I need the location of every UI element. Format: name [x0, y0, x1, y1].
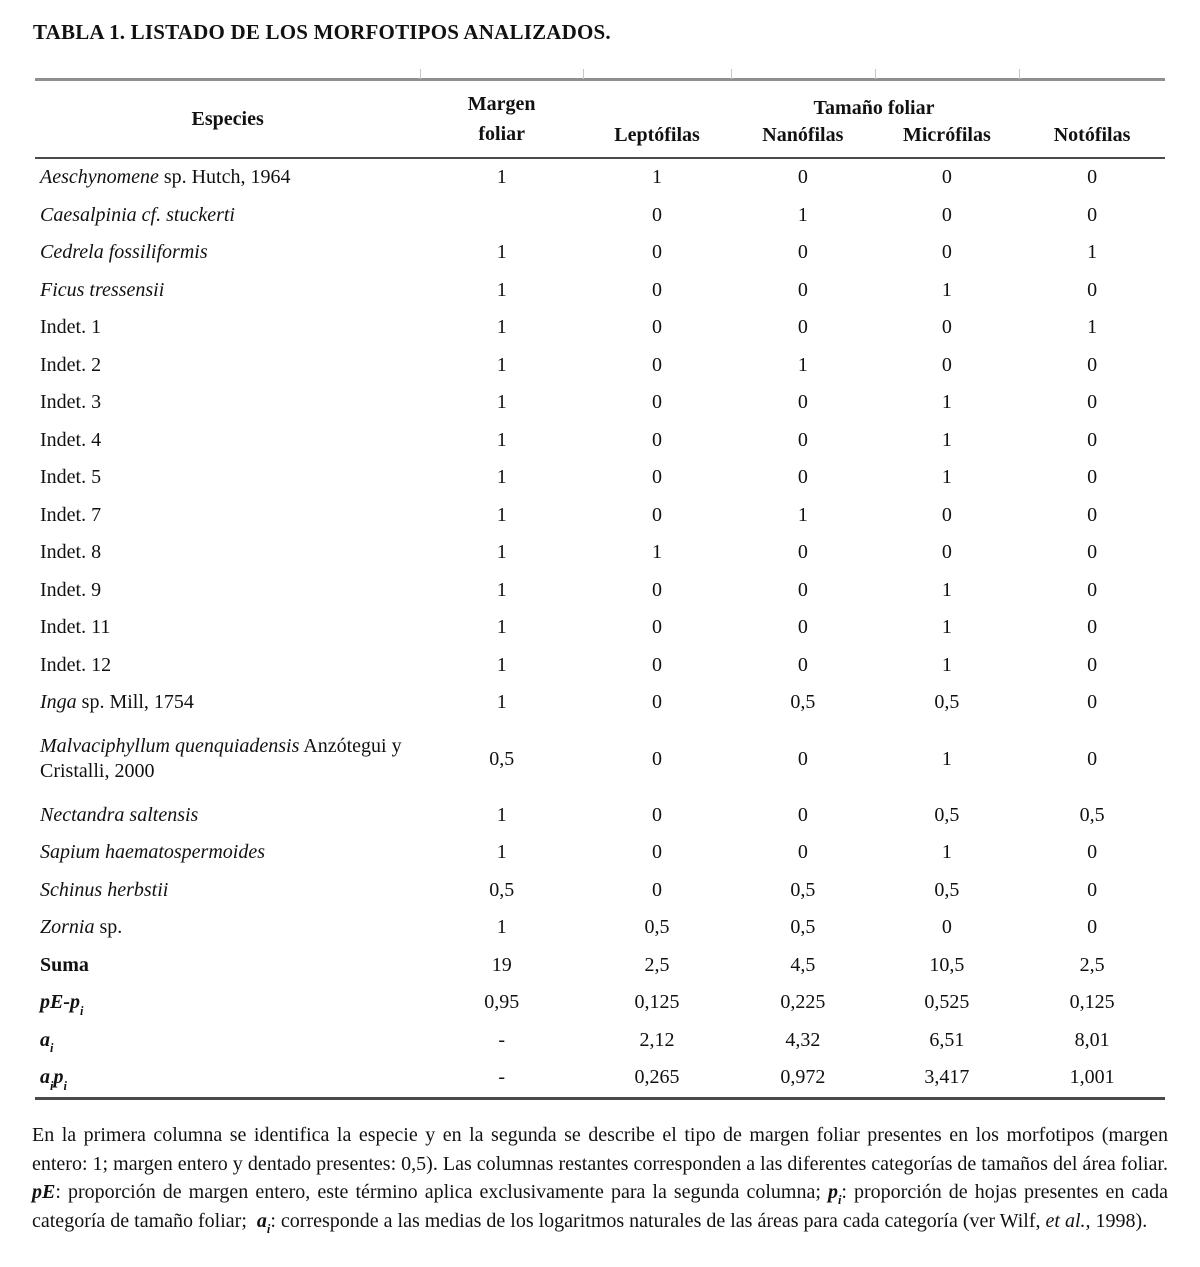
species-cell — [35, 537, 420, 568]
value-cell: 0,5 — [790, 691, 816, 714]
text-segment: a — [256, 1209, 267, 1232]
value-cell: 0,5 — [644, 916, 670, 939]
value-cell: 0,125 — [634, 991, 680, 1014]
species-cell — [35, 1062, 420, 1093]
value-cell: 1 — [652, 541, 663, 564]
species-cell — [35, 162, 420, 193]
value-cell: 0 — [941, 203, 952, 226]
text-segment: Indet. 2 — [40, 353, 102, 376]
margen-foliar-line1: Margen — [467, 93, 536, 115]
value-cell: 0 — [652, 841, 663, 864]
table-row — [35, 459, 1165, 497]
value-cell: 0 — [652, 278, 663, 301]
text-segment: Cedrela fossiliformis — [40, 241, 208, 264]
text-segment: pE — [32, 1181, 56, 1203]
value-cell: 0 — [797, 391, 808, 414]
text-segment: sp. — [94, 916, 123, 939]
value-cell: 0 — [941, 316, 952, 339]
column-header-nanofilas: Nanófilas — [762, 124, 844, 146]
value-cell: 0 — [652, 316, 663, 339]
value-cell: 0,5 — [489, 878, 515, 901]
text-segment: Suma — [40, 953, 89, 976]
text-segment: : corresponde a las medias de los logaritmos naturales de las áreas para cada categoría (ver Wilf, — [270, 1209, 1046, 1232]
species-cell — [35, 200, 420, 231]
table-row — [35, 1059, 1165, 1097]
text-segment: Indet. 3 — [40, 391, 102, 414]
species-cell — [35, 425, 420, 456]
value-cell: 0 — [652, 428, 663, 451]
table-footnote — [32, 1121, 1168, 1235]
value-cell: 1 — [941, 578, 952, 601]
value-cell: 2,12 — [639, 1028, 675, 1051]
table-row — [35, 834, 1165, 872]
value-cell: 1 — [797, 503, 808, 526]
species-cell — [35, 575, 420, 606]
species-cell — [35, 500, 420, 531]
text-segment: Indet. 1 — [40, 316, 102, 339]
table-row — [35, 609, 1165, 647]
value-cell: 0 — [797, 541, 808, 564]
species-cell — [35, 462, 420, 493]
value-cell: 0 — [797, 747, 808, 770]
text-segment: Indet. 5 — [40, 466, 102, 489]
value-cell: 1 — [797, 353, 808, 376]
column-boundary-tick — [420, 69, 421, 79]
species-cell — [35, 987, 420, 1018]
value-cell: 1 — [496, 841, 507, 864]
table-row — [35, 497, 1165, 535]
text-segment: et al., — [1045, 1209, 1091, 1232]
table-row — [35, 984, 1165, 1022]
value-cell: 1 — [941, 278, 952, 301]
value-cell: 0 — [652, 578, 663, 601]
value-cell: 0,5 — [934, 691, 960, 714]
value-cell: 0 — [797, 803, 808, 826]
table-row — [35, 684, 1165, 722]
value-cell: 1 — [941, 747, 952, 770]
value-cell: 0 — [652, 241, 663, 264]
value-cell: 0 — [797, 428, 808, 451]
value-cell: 0 — [797, 316, 808, 339]
value-cell: 4,32 — [785, 1028, 821, 1051]
value-cell: 0 — [1087, 541, 1098, 564]
value-cell: 0 — [652, 203, 663, 226]
value-cell: 0 — [1087, 691, 1098, 714]
value-cell: 0,5 — [790, 878, 816, 901]
table-row — [35, 234, 1165, 272]
text-segment: 1998). — [1090, 1209, 1148, 1232]
value-cell: 0 — [652, 878, 663, 901]
value-cell: 0 — [1087, 353, 1098, 376]
value-cell: 0 — [797, 841, 808, 864]
value-cell: 0 — [797, 166, 808, 189]
value-cell: 0,265 — [634, 1066, 680, 1089]
table-row — [35, 947, 1165, 985]
value-cell: 1 — [496, 428, 507, 451]
text-segment: Indet. 11 — [40, 616, 111, 639]
species-cell — [35, 1025, 420, 1056]
table-row — [35, 384, 1165, 422]
text-segment: Zornia — [40, 916, 95, 939]
value-cell: 0 — [797, 578, 808, 601]
value-cell: 6,51 — [929, 1028, 965, 1051]
value-cell: 1 — [496, 653, 507, 676]
value-cell: 0 — [1087, 503, 1098, 526]
margen-foliar-line2: foliar — [478, 123, 526, 145]
value-cell: 0,525 — [924, 991, 970, 1014]
text-segment: Ficus tressensii — [40, 278, 165, 301]
value-cell: 0 — [1087, 841, 1098, 864]
value-cell: 0 — [1087, 578, 1098, 601]
value-cell: 0,5 — [1079, 803, 1105, 826]
text-segment: Indet. 12 — [40, 653, 112, 676]
value-cell: 0 — [1087, 428, 1098, 451]
text-segment: a — [40, 1066, 50, 1089]
species-cell — [35, 800, 420, 831]
text-segment: Malvaciphyllum quenquiadensis — [40, 735, 300, 757]
value-cell: 1 — [941, 616, 952, 639]
value-cell: 0,95 — [484, 991, 520, 1014]
column-boundary-tick — [875, 69, 876, 79]
value-cell: 1 — [496, 616, 507, 639]
table-header — [35, 78, 1165, 159]
value-cell: 0,5 — [489, 747, 515, 770]
column-header-especies: Especies — [191, 107, 264, 130]
species-cell — [35, 275, 420, 306]
text-segment: : proporción de hojas presentes en cada categoría de tamaño foliar; — [32, 1181, 1169, 1232]
value-cell: 19 — [491, 953, 512, 976]
value-cell: 1 — [496, 916, 507, 939]
value-cell: 2,5 — [644, 953, 670, 976]
text-segment: p — [827, 1181, 838, 1203]
value-cell: 0,5 — [934, 803, 960, 826]
species-cell — [35, 237, 420, 268]
subscript: i — [837, 1193, 842, 1208]
value-cell: 2,5 — [1079, 953, 1105, 976]
subscript: i — [50, 1078, 54, 1093]
value-cell: 1 — [496, 241, 507, 264]
text-segment: Inga — [40, 691, 77, 714]
table-row — [35, 159, 1165, 197]
table-row — [35, 722, 1165, 797]
value-cell: 0 — [941, 503, 952, 526]
species-cell — [35, 731, 420, 787]
value-cell: 0 — [1087, 747, 1098, 770]
value-cell: 0 — [941, 353, 952, 376]
column-header-microfilas: Micrófilas — [903, 124, 991, 146]
value-cell: 0 — [797, 616, 808, 639]
value-cell: 0 — [1087, 878, 1098, 901]
value-cell: 0 — [941, 166, 952, 189]
table-row — [35, 422, 1165, 460]
value-cell: 1,001 — [1069, 1066, 1115, 1089]
text-segment: Schinus herbstii — [40, 878, 169, 901]
subscript: i — [50, 1041, 54, 1056]
text-segment: Cristalli, 2000 — [40, 760, 155, 782]
value-cell: 1 — [941, 653, 952, 676]
value-cell: 0 — [797, 466, 808, 489]
value-cell: 1 — [496, 691, 507, 714]
table-row — [35, 647, 1165, 685]
species-cell — [35, 950, 420, 981]
value-cell: - — [498, 1028, 506, 1051]
text-segment: sp. Hutch, 1964 — [158, 166, 291, 189]
value-cell: 0 — [652, 691, 663, 714]
species-cell — [35, 312, 420, 343]
column-boundary-tick — [583, 69, 584, 79]
value-cell: 1 — [496, 353, 507, 376]
text-segment: : proporción de margen entero, este término aplica exclusivamente para la segunda columna; — [55, 1181, 828, 1203]
value-cell: 1 — [496, 166, 507, 189]
value-cell: 1 — [496, 316, 507, 339]
value-cell: 0 — [652, 503, 663, 526]
text-segment: a — [40, 1028, 50, 1051]
value-cell: 0 — [1087, 203, 1098, 226]
species-cell — [35, 837, 420, 868]
value-cell: 0 — [1087, 278, 1098, 301]
value-cell: 1 — [496, 466, 507, 489]
subscript: i — [63, 1078, 67, 1093]
text-segment: En la primera columna se identifica la especie y en la segunda se describe el tipo de margen foliar presentes en los morfotipos (margen entero: 1; margen entero y dentado presentes: 0,5). Las columnas restantes corresponden a las diferentes categorías de tamaños del área foliar. — [32, 1124, 1168, 1175]
value-cell: 0 — [652, 803, 663, 826]
species-cell — [35, 912, 420, 943]
table-row — [35, 272, 1165, 310]
text-segment: Caesalpinia cf. stuckerti — [40, 203, 235, 226]
table-row — [35, 797, 1165, 835]
text-segment: Nectandra saltensis — [40, 803, 199, 826]
table-row — [35, 872, 1165, 910]
text-segment: p — [53, 1066, 64, 1089]
value-cell: 0 — [652, 747, 663, 770]
text-segment: Indet. 8 — [40, 541, 102, 564]
table-body — [35, 159, 1165, 1100]
value-cell: 0 — [652, 353, 663, 376]
value-cell: 0,972 — [780, 1066, 826, 1089]
text-segment: sp. Mill, 1754 — [76, 691, 194, 714]
table-row — [35, 909, 1165, 947]
value-cell: 0 — [941, 916, 952, 939]
species-cell — [35, 875, 420, 906]
value-cell: 0 — [1087, 391, 1098, 414]
value-cell: 0 — [797, 241, 808, 264]
text-segment: Aeschynomene — [40, 166, 159, 189]
value-cell: 0 — [941, 241, 952, 264]
table-row — [35, 347, 1165, 385]
value-cell: 0 — [652, 616, 663, 639]
value-cell: 3,417 — [924, 1066, 970, 1089]
value-cell: 0,125 — [1069, 991, 1115, 1014]
column-header-leptofilas: Leptófilas — [614, 124, 700, 146]
value-cell: 1 — [496, 391, 507, 414]
text-segment: Indet. 4 — [40, 428, 102, 451]
value-cell: 0,225 — [780, 991, 826, 1014]
value-cell: 0 — [652, 653, 663, 676]
value-cell: 1 — [941, 841, 952, 864]
value-cell: 0 — [1087, 616, 1098, 639]
table-row — [35, 309, 1165, 347]
value-cell: 1 — [1087, 316, 1098, 339]
morphotypes-table — [35, 78, 1165, 1100]
column-boundary-tick — [731, 69, 732, 79]
column-header-margen-foliar — [420, 81, 583, 157]
species-cell — [35, 387, 420, 418]
table-row — [35, 534, 1165, 572]
value-cell: 0 — [1087, 466, 1098, 489]
value-cell: 10,5 — [929, 953, 965, 976]
value-cell: 1 — [941, 428, 952, 451]
text-segment: Indet. 7 — [40, 503, 102, 526]
value-cell: 1 — [941, 466, 952, 489]
value-cell: 0 — [1087, 653, 1098, 676]
species-cell — [35, 612, 420, 643]
value-cell: 0 — [652, 391, 663, 414]
value-cell: 0 — [797, 278, 808, 301]
value-cell: 1 — [496, 278, 507, 301]
value-cell: 1 — [1087, 241, 1098, 264]
value-cell: 0 — [797, 653, 808, 676]
value-cell: 8,01 — [1074, 1028, 1110, 1051]
value-cell: 1 — [941, 391, 952, 414]
column-header-notofilas: Notófilas — [1053, 124, 1131, 146]
value-cell: 0 — [1087, 916, 1098, 939]
species-cell — [35, 650, 420, 681]
value-cell: 4,5 — [790, 953, 816, 976]
text-segment: Indet. 9 — [40, 578, 102, 601]
value-cell: 0 — [652, 466, 663, 489]
column-boundary-tick — [1019, 69, 1020, 79]
text-segment: Sapium haematospermoides — [40, 841, 265, 864]
text-segment: Anzótegui y — [299, 735, 402, 757]
value-cell: 0 — [1087, 166, 1098, 189]
table-row — [35, 197, 1165, 235]
species-cell — [35, 687, 420, 718]
subscript: i — [266, 1221, 271, 1236]
value-cell: 1 — [496, 803, 507, 826]
value-cell: 1 — [797, 203, 808, 226]
species-cell — [35, 350, 420, 381]
value-cell: 0,5 — [934, 878, 960, 901]
table-title: TABLA 1. LISTADO DE LOS MORFOTIPOS ANALIZADOS. — [33, 20, 611, 44]
value-cell: 1 — [496, 578, 507, 601]
value-cell: 1 — [496, 541, 507, 564]
text-segment: pE-p — [40, 991, 80, 1014]
table-row — [35, 1022, 1165, 1060]
value-cell: 1 — [496, 503, 507, 526]
value-cell: 0,5 — [790, 916, 816, 939]
value-cell: 1 — [652, 166, 663, 189]
subscript: i — [80, 1003, 84, 1018]
column-group-header-tamano-foliar: Tamaño foliar — [813, 97, 935, 119]
table-row — [35, 572, 1165, 610]
value-cell: 0 — [941, 541, 952, 564]
value-cell: - — [498, 1066, 506, 1089]
